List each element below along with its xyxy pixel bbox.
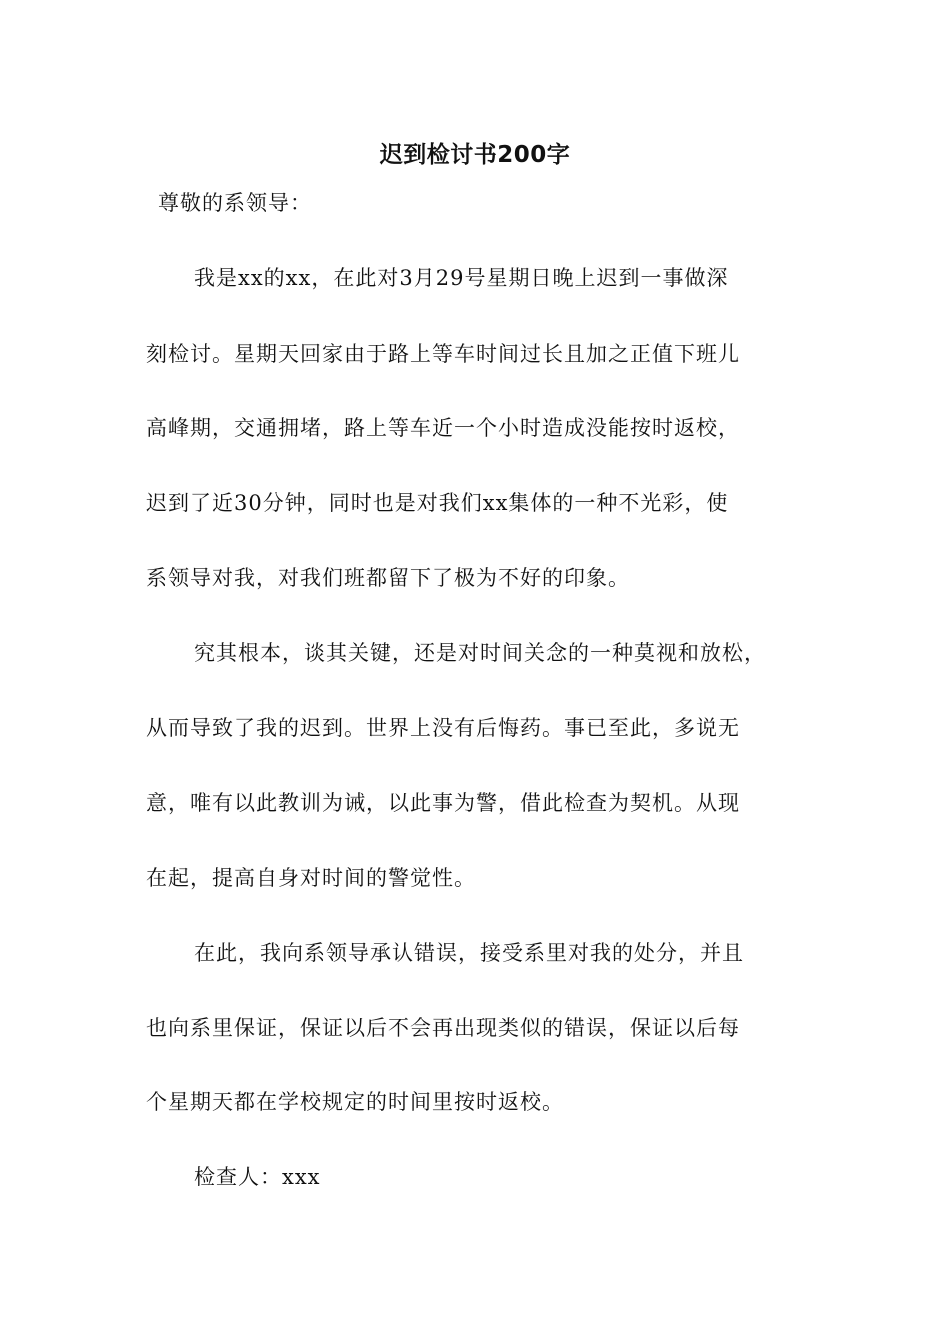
paragraph-1-line-1: 我是xx的xx，在此对3月29号星期日晚上迟到一事做深 (194, 266, 729, 290)
paragraph-2-line-3: 意，唯有以此教训为诫，以此事为警，借此检查为契机。从现 (146, 791, 740, 815)
paragraph-3-line-1: 在此，我向系领导承认错误，接受系里对我的处分，并且 (194, 941, 744, 965)
signature: 检查人：xxx (194, 1165, 321, 1189)
salutation: 尊敬的系领导： (158, 191, 312, 215)
paragraph-3-line-3: 个星期天都在学校规定的时间里按时返校。 (146, 1090, 564, 1114)
paragraph-2-line-2: 从而导致了我的迟到。世界上没有后悔药。事已至此，多说无 (146, 716, 740, 740)
paragraph-2-line-1: 究其根本，谈其关键，还是对时间关念的一种莫视和放松， (194, 641, 766, 665)
paragraph-2-line-4: 在起，提高自身对时间的警觉性。 (146, 866, 476, 890)
paragraph-1-line-5: 系领导对我，对我们班都留下了极为不好的印象。 (146, 566, 630, 590)
document-title: 迟到检讨书200字 (379, 142, 571, 168)
paragraph-1-line-4: 迟到了近30分钟，同时也是对我们xx集体的一种不光彩，使 (146, 491, 729, 515)
paragraph-1-line-2: 刻检讨。星期天回家由于路上等车时间过长且加之正值下班儿 (146, 342, 740, 366)
paragraph-3-line-2: 也向系里保证，保证以后不会再出现类似的错误，保证以后每 (146, 1016, 740, 1040)
paragraph-1-line-3: 高峰期，交通拥堵，路上等车近一个小时造成没能按时返校， (146, 416, 740, 440)
